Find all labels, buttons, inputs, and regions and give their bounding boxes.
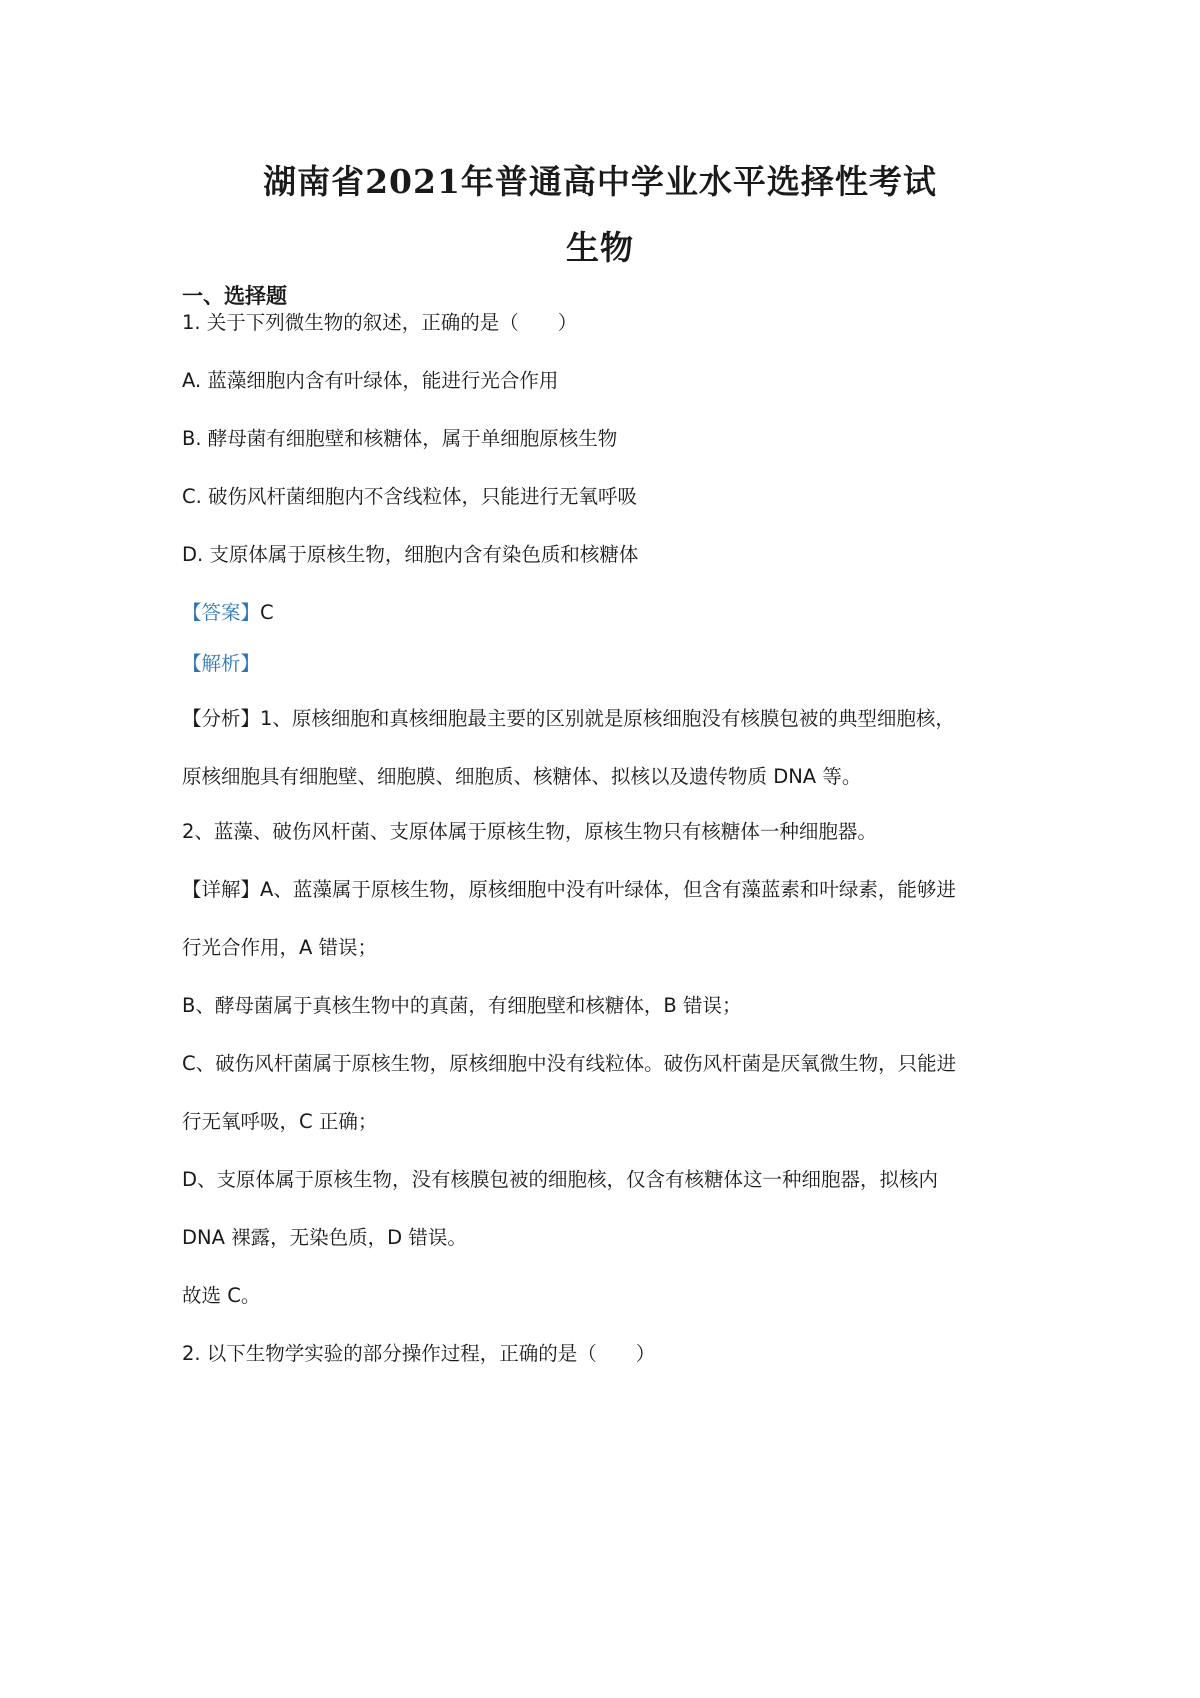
- question-1-option-b: B. 酵母菌有细胞壁和核糖体，属于单细胞原核生物: [182, 427, 618, 450]
- analysis-line: 【分析】1、原核细胞和真核细胞最主要的区别就是原核细胞没有核膜包被的典型细胞核，: [182, 707, 955, 730]
- analysis-line: 行光合作用，A 错误；: [182, 936, 378, 959]
- analysis-tag: 【解析】: [182, 652, 261, 675]
- exam-title: 湖南省2021年普通高中学业水平选择性考试: [263, 162, 937, 201]
- question-1-option-c: C. 破伤风杆菌细胞内不含线粒体，只能进行无氧呼吸: [182, 485, 638, 508]
- subject-title: 生物: [566, 228, 634, 267]
- question-1-stem: 1. 关于下列微生物的叙述，正确的是（ ）: [182, 311, 578, 334]
- answer-value: C: [260, 601, 274, 624]
- analysis-line: 2、蓝藻、破伤风杆菌、支原体属于原核生物，原核生物只有核糖体一种细胞器。: [182, 820, 877, 843]
- answer-tag: 【答案】: [182, 601, 261, 624]
- analysis-line: 行无氧呼吸，C 正确；: [182, 1110, 378, 1133]
- section-heading: 一、选择题: [182, 283, 287, 308]
- analysis-line: B、酵母菌属于真核生物中的真菌，有细胞壁和核糖体，B 错误；: [182, 994, 742, 1017]
- question-1-option-d: D. 支原体属于原核生物，细胞内含有染色质和核糖体: [182, 543, 639, 566]
- analysis-line: C、破伤风杆菌属于原核生物，原核细胞中没有线粒体。破伤风杆菌是厌氧微生物，只能进: [182, 1052, 957, 1075]
- analysis-line: DNA 裸露，无染色质，D 错误。: [182, 1226, 467, 1249]
- answer-line: [182, 599, 274, 627]
- analysis-line: 原核细胞具有细胞壁、细胞膜、细胞质、核糖体、拟核以及遗传物质 DNA 等。: [182, 765, 862, 788]
- analysis-line: 故选 C。: [182, 1284, 261, 1307]
- question-2-stem: 2. 以下生物学实验的部分操作过程，正确的是（ ）: [182, 1342, 656, 1365]
- analysis-line: 【详解】A、蓝藻属于原核生物，原核细胞中没有叶绿体，但含有藻蓝素和叶绿素，能够进: [182, 878, 956, 901]
- question-1-option-a: A. 蓝藻细胞内含有叶绿体，能进行光合作用: [182, 369, 559, 392]
- analysis-line: D、支原体属于原核生物，没有核膜包被的细胞核，仅含有核糖体这一种细胞器，拟核内: [182, 1168, 939, 1191]
